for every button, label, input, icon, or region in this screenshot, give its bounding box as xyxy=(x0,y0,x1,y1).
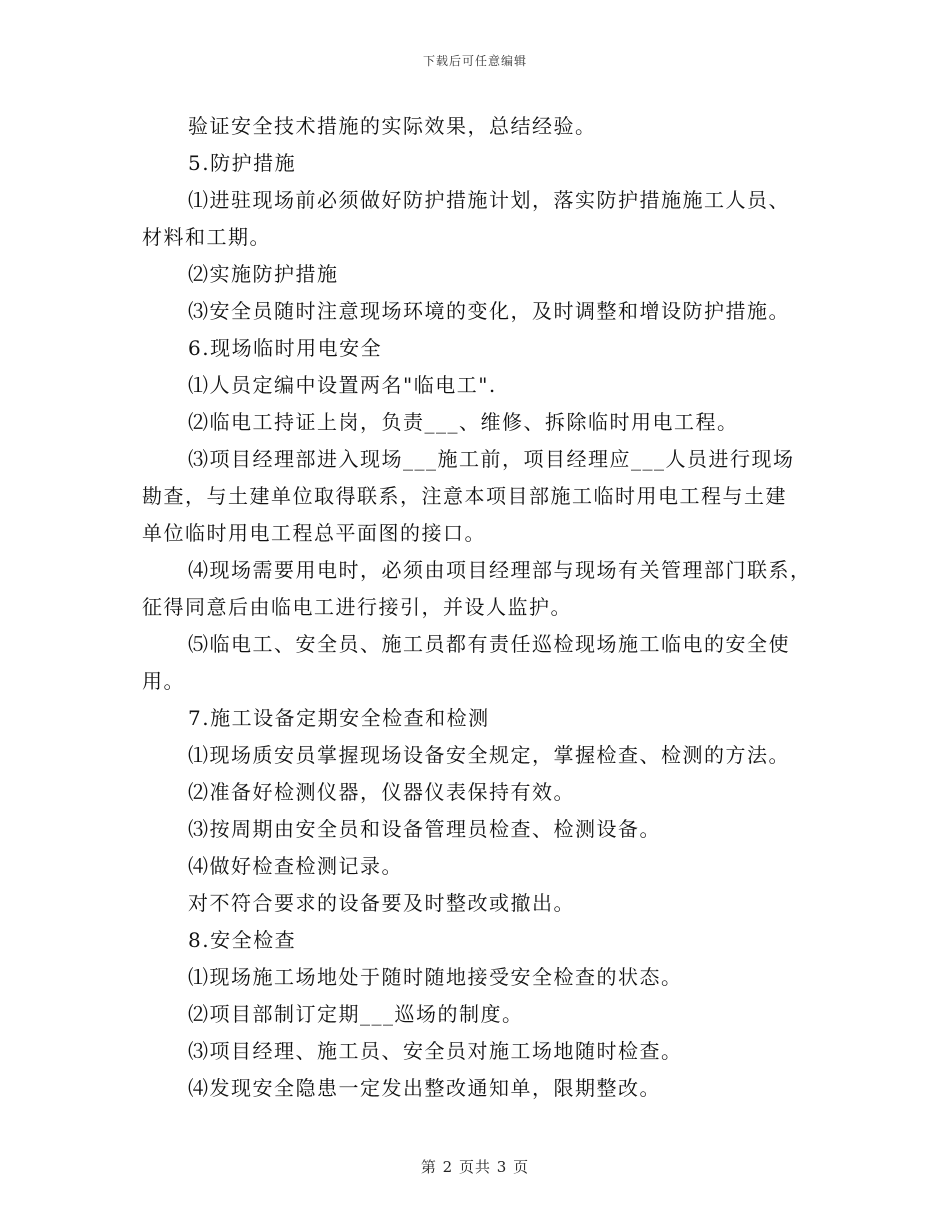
paragraph-line: ⑷现场需要用电时，必须由项目经理部与现场有关管理部门联系， xyxy=(188,558,812,582)
section-heading: 7.施工设备定期安全检查和检测 xyxy=(188,706,490,730)
document-body xyxy=(142,108,822,1107)
paragraph-line: ⑴人员定编中设置两名"临电工". xyxy=(188,373,497,397)
section-heading: 8.安全检查 xyxy=(188,928,297,952)
paragraph-line: ⑶安全员随时注意现场环境的变化，及时调整和增设防护措施。 xyxy=(188,299,790,323)
paragraph-line: 征得同意后由临电工进行接引，并设人监护。 xyxy=(142,595,572,619)
paragraph-line: ⑴现场质安员掌握现场设备安全规定，掌握检查、检测的方法。 xyxy=(188,743,790,767)
paragraph-line: ⑵临电工持证上岗，负责___、维修、拆除临时用电工程。 xyxy=(188,410,739,434)
paragraph-line: 对不符合要求的设备要及时整改或撤出。 xyxy=(188,891,575,915)
paragraph-line: 单位临时用电工程总平面图的接口。 xyxy=(142,521,486,545)
paragraph-line: 勘查，与土建单位取得联系，注意本项目部施工临时用电工程与土建 xyxy=(142,484,787,508)
paragraph-line: ⑷做好检查检测记录。 xyxy=(188,854,403,878)
paragraph-line: ⑶项目经理部进入现场___施工前，项目经理应___人员进行现场 xyxy=(188,447,795,471)
paragraph-line: ⑵项目部制订定期___巡场的制度。 xyxy=(188,1002,524,1026)
paragraph-line: ⑴现场施工场地处于随时随地接受安全检查的状态。 xyxy=(188,965,683,989)
paragraph-line: ⑵实施防护措施 xyxy=(188,262,339,286)
paragraph-line: ⑶按周期由安全员和设备管理员检查、检测设备。 xyxy=(188,817,661,841)
paragraph-line: ⑵准备好检测仪器，仪器仪表保持有效。 xyxy=(188,780,575,804)
paragraph-line: ⑶项目经理、施工员、安全员对施工场地随时检查。 xyxy=(188,1039,683,1063)
paragraph-line: ⑴进驻现场前必须做好防护措施计划，落实防护措施施工人员、 xyxy=(188,188,790,212)
section-heading: 5.防护措施 xyxy=(188,151,297,175)
page-number: 第 2 页共 3 页 xyxy=(420,1158,530,1176)
section-heading: 6.现场临时用电安全 xyxy=(188,336,383,360)
paragraph-line: 用。 xyxy=(142,669,185,693)
paragraph-line: ⑸临电工、安全员、施工员都有责任巡检现场施工临电的安全使 xyxy=(188,632,790,656)
paragraph-line: 验证安全技术措施的实际效果，总结经验。 xyxy=(188,114,597,138)
paragraph-line: 材料和工期。 xyxy=(142,225,271,249)
page-header: 下载后可任意编辑 xyxy=(422,54,527,68)
paragraph-line: ⑷发现安全隐患一定发出整改通知单，限期整改。 xyxy=(188,1076,661,1100)
